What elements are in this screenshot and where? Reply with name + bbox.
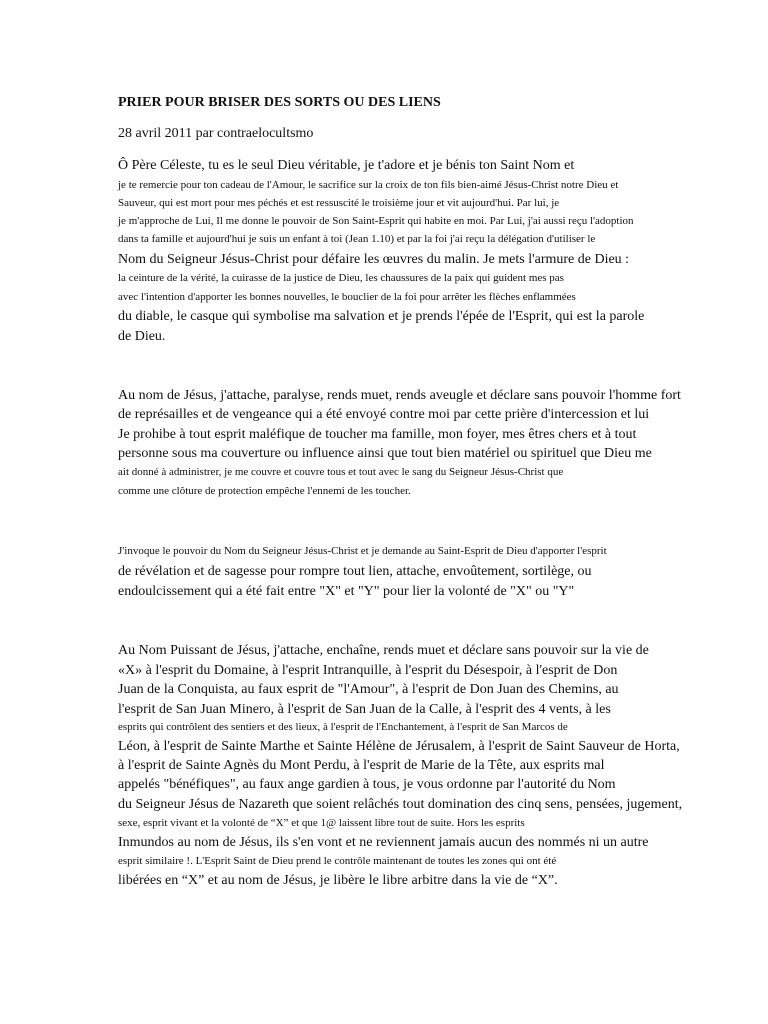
paragraph-line: Juan de la Conquista, au faux esprit de "l'Amour", à l'esprit de Don Juan des Chemins, au: [118, 682, 619, 697]
paragraph-line: Je prohibe à tout esprit maléfique de toucher ma famille, mon foyer, mes êtres chers et à tout: [118, 427, 637, 442]
paragraph-line: à l'esprit de Sainte Agnès du Mont Perdu, à l'esprit de Marie de la Tête, aux esprits mal: [118, 758, 605, 773]
paragraph-line: de révélation et de sagesse pour rompre tout lien, attache, envoûtement, sortilège, ou: [118, 564, 592, 579]
paragraph-line: de Dieu.: [118, 329, 166, 344]
paragraph-line: Nom du Seigneur Jésus-Christ pour défaire les œuvres du malin. Je mets l'armure de Dieu :: [118, 252, 630, 267]
paragraph-line: «X» à l'esprit du Domaine, à l'esprit Intranquille, à l'esprit du Désespoir, à l'esprit de Don: [118, 663, 618, 678]
paragraph-line: Inmundos au nom de Jésus, ils s'en vont et ne reviennent jamais aucun des nommés ni un autre: [118, 835, 649, 850]
paragraph-line: Ô Père Céleste, tu es le seul Dieu véritable, je t'adore et je bénis ton Saint Nom et: [118, 158, 575, 173]
paragraph-line: comme une clôture de protection empêche l'ennemi de les toucher.: [118, 485, 411, 497]
paragraph-line: J'invoque le pouvoir du Nom du Seigneur Jésus-Christ et je demande au Saint-Esprit de Dieu d'apporter l'esprit: [118, 545, 607, 557]
paragraph-line: du diable, le casque qui symbolise ma salvation et je prends l'épée de l'Esprit, qui est la parole: [118, 309, 645, 324]
paragraph-line: Au nom de Jésus, j'attache, paralyse, rends muet, rends aveugle et déclare sans pouvoir l'homme fort: [118, 388, 681, 403]
paragraph-line: Léon, à l'esprit de Sainte Marthe et Sainte Hélène de Jérusalem, à l'esprit de Saint Sauveur de Horta,: [118, 739, 680, 754]
paragraph-line: sexe, esprit vivant et la volonté de “X” et que 1@ laissent libre tout de suite. Hors les esprits: [118, 817, 525, 829]
paragraph-line: la ceinture de la vérité, la cuirasse de la justice de Dieu, les chaussures de la paix qui guident mes pas: [118, 272, 564, 284]
paragraph-line: libérées en “X” et au nom de Jésus, je libère le libre arbitre dans la vie de “X”.: [118, 873, 558, 888]
paragraph-line: personne sous ma couverture ou influence ainsi que tout bien matériel ou spirituel que Dieu me: [118, 446, 652, 461]
paragraph-line: appelés "bénéfiques", au faux ange gardien à tous, je vous ordonne par l'autorité du Nom: [118, 777, 616, 792]
document-byline: 28 avril 2011 par contraelocultsmo: [118, 126, 314, 141]
paragraph-line: dans ta famille et aujourd'hui je suis un enfant à toi (Jean 1.10) et par la foi j'ai reçu la délégation d'utiliser le: [118, 233, 596, 245]
paragraph-line: esprit similaire !. L'Esprit Saint de Dieu prend le contrôle maintenant de toutes les zones qui ont été: [118, 855, 557, 867]
paragraph-line: du Seigneur Jésus de Nazareth que soient relâchés tout domination des cinq sens, pensées, jugement,: [118, 797, 683, 812]
paragraph-line: je m'approche de Lui, Il me donne le pouvoir de Son Saint-Esprit qui habite en moi. Par Lui, j'ai aussi reçu l'adoption: [118, 215, 634, 227]
paragraph-line: ait donné à administrer, je me couvre et couvre tous et tout avec le sang du Seigneur Jésus-Christ que: [118, 466, 564, 478]
document-title: PRIER POUR BRISER DES SORTS OU DES LIENS: [118, 95, 441, 110]
paragraph-line: endoulcissement qui a été fait entre "X" et "Y" pour lier la volonté de "X" ou "Y": [118, 584, 575, 599]
paragraph-line: esprits qui contrôlent des sentiers et des lieux, à l'esprit de l'Enchantement, à l'esprit de San Marcos de: [118, 721, 568, 733]
paragraph-line: avec l'intention d'apporter les bonnes nouvelles, le bouclier de la foi pour arrêter les flèches enflammées: [118, 291, 576, 303]
paragraph-line: Sauveur, qui est mort pour mes péchés et est ressuscité le troisième jour et vit aujourd'hui. Par lui, je: [118, 197, 560, 209]
paragraph-line: je te remercie pour ton cadeau de l'Amour, le sacrifice sur la croix de ton fils bien-aimé Jésus-Christ notre Dieu et: [118, 179, 619, 191]
paragraph-line: l'esprit de San Juan Minero, à l'esprit de San Juan de la Calle, à l'esprit des 4 vents, à les: [118, 702, 611, 717]
paragraph-line: de représailles et de vengeance qui a été envoyé contre moi par cette prière d'intercession et lui: [118, 407, 650, 422]
paragraph-line: Au Nom Puissant de Jésus, j'attache, enchaîne, rends muet et déclare sans pouvoir sur la vie de: [118, 643, 649, 658]
